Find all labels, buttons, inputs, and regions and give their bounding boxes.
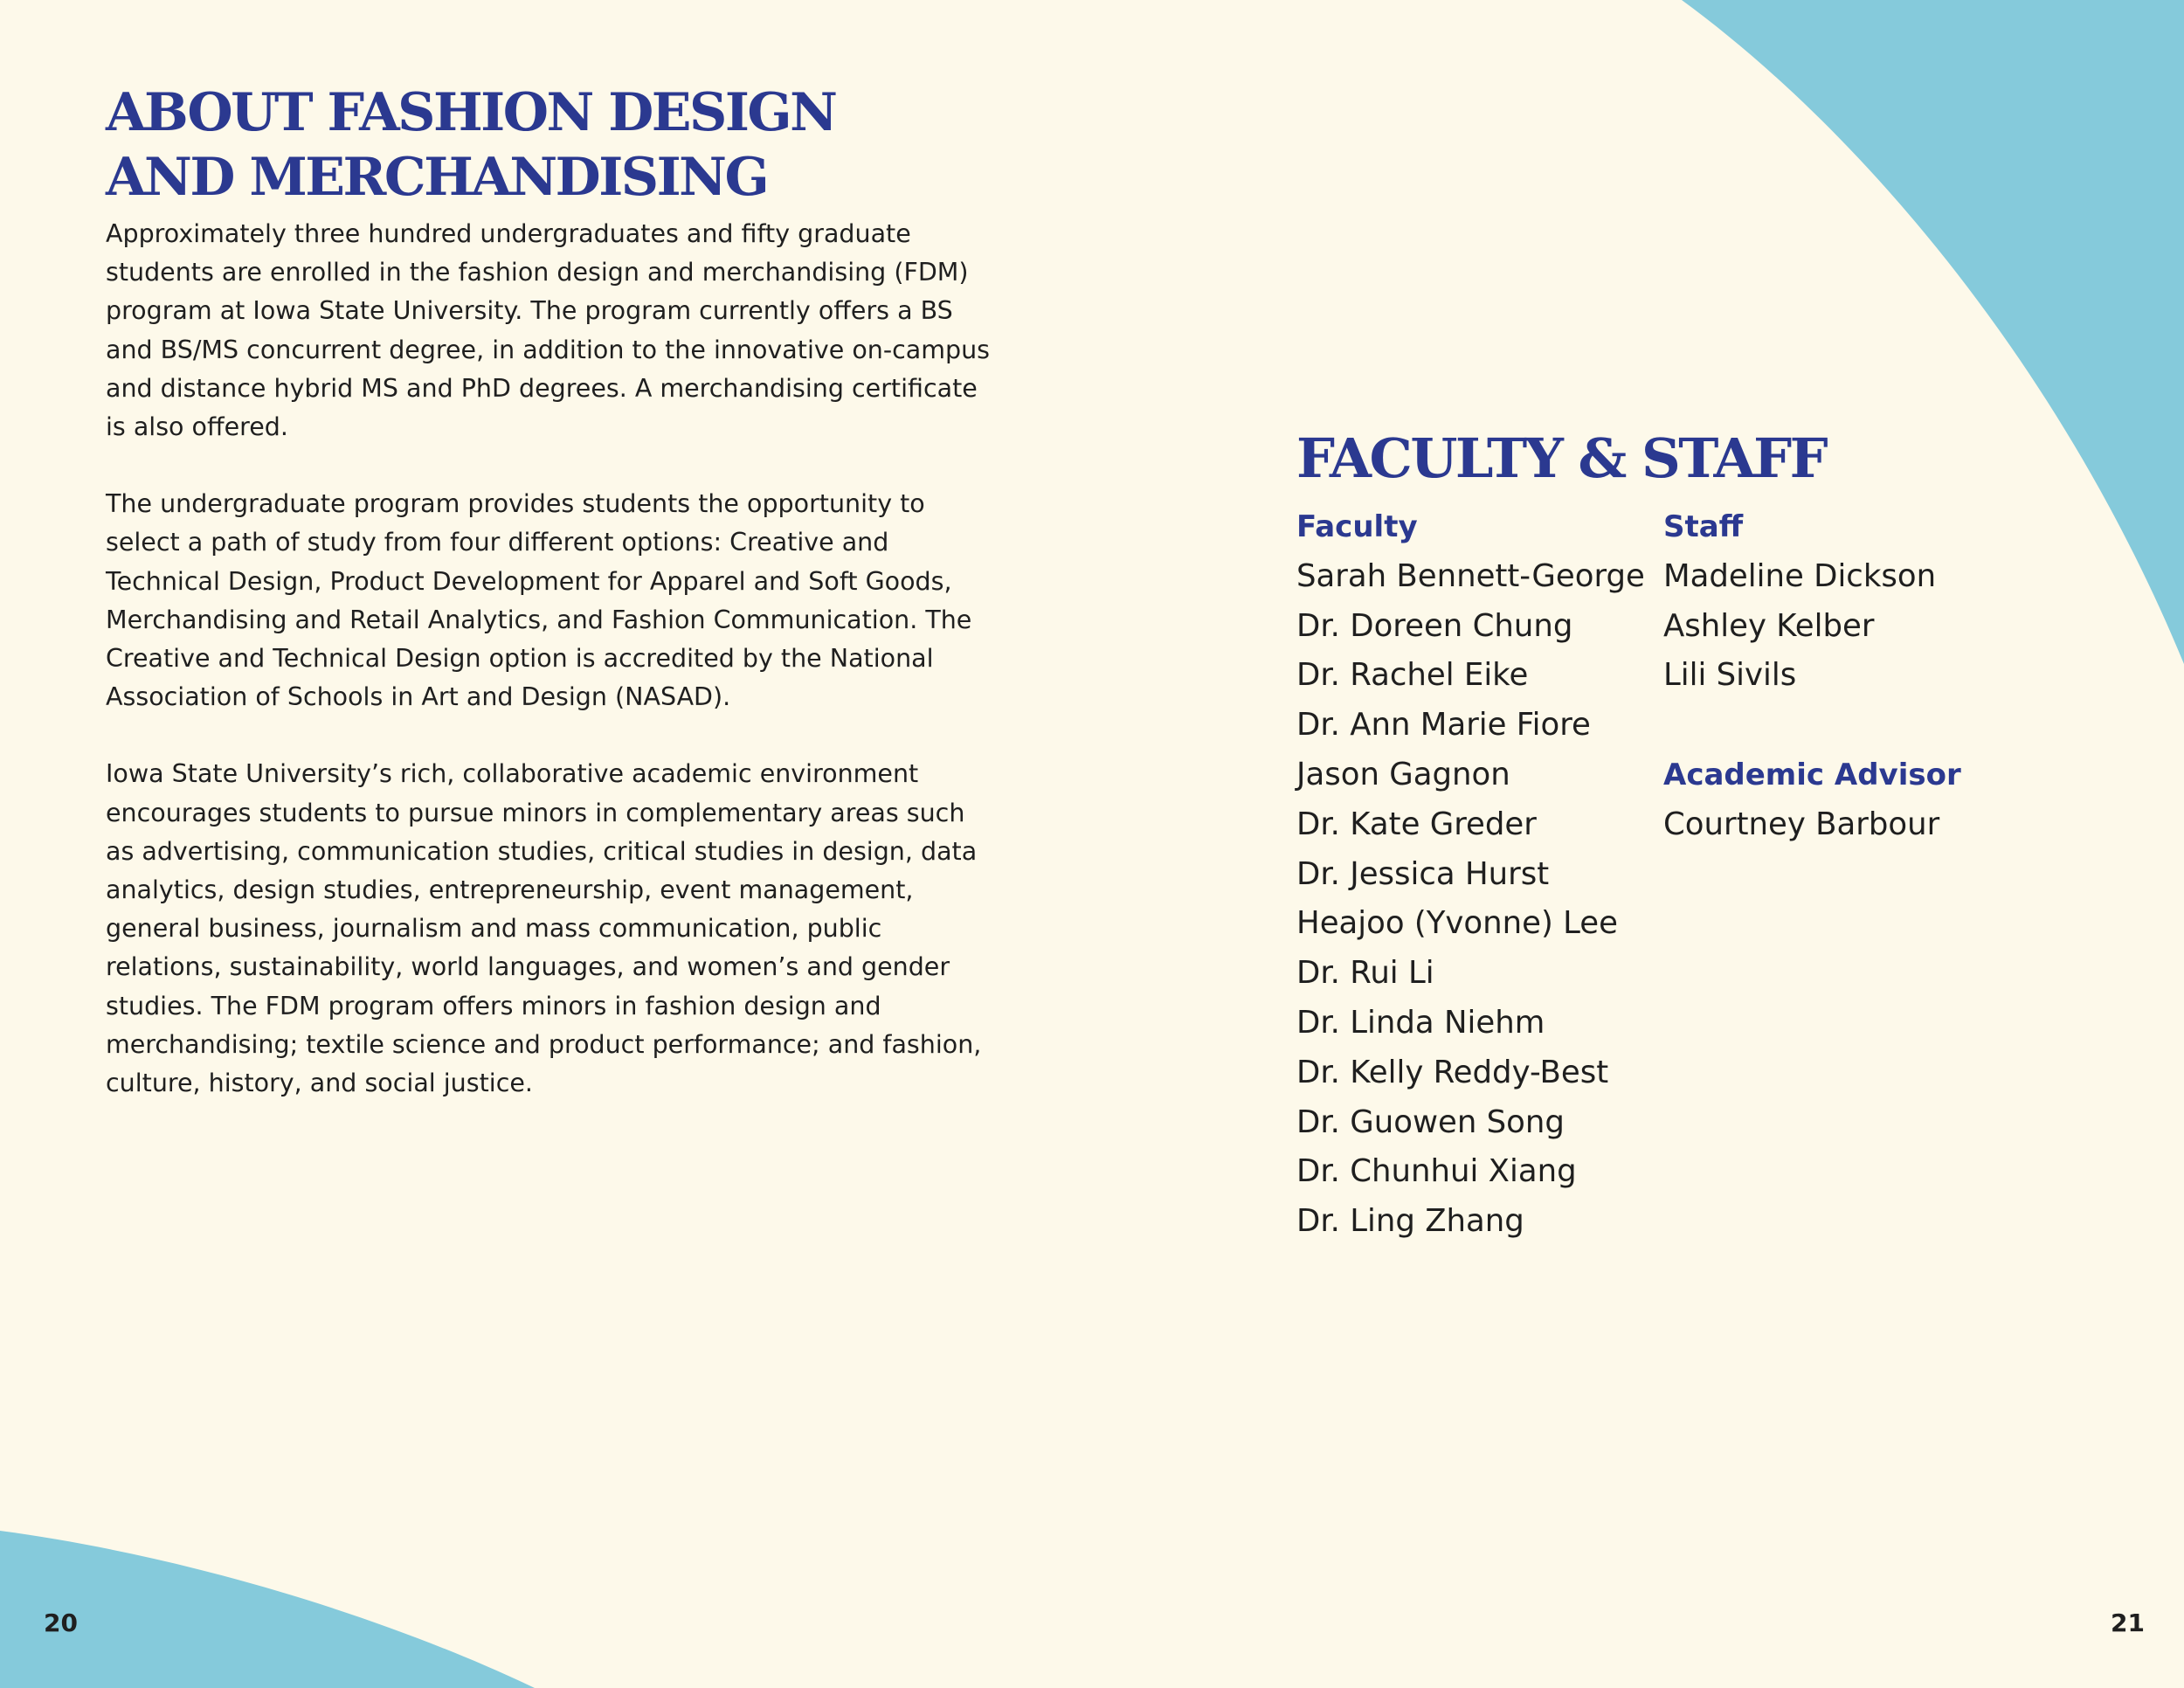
about-body	[106, 215, 997, 1103]
bottom-left-blue-arc	[0, 1531, 535, 1688]
page-number-left: 20	[44, 1608, 78, 1637]
about-paragraph-2: The undergraduate program provides students the opportunity to select a path of study from four different options: Creative and Technical Design, Product Development for Apparel and Soft Goods, Merchandising and Retail Analytics, and Fashion Communication. The Creative and Technical Design option is accredited by the National Association of Schools in Art and Design (NASAD).	[106, 489, 972, 712]
page-number-right: 21	[2111, 1608, 2145, 1637]
faculty-member: Jason Gagnon	[1296, 756, 1510, 792]
faculty-member: Dr. Ann Marie Fiore	[1296, 707, 1591, 744]
faculty-member: Dr. Guowen Song	[1296, 1103, 1565, 1140]
about-title-line1: ABOUT FASHION DESIGN	[106, 82, 836, 143]
faculty-member: Dr. Kate Greder	[1296, 806, 1537, 842]
faculty-member: Dr. Chunhui Xiang	[1296, 1153, 1577, 1190]
faculty-member: Dr. Rachel Eike	[1296, 657, 1529, 694]
staff-member: Madeline Dickson	[1663, 557, 1937, 594]
staff-label: Staff	[1663, 509, 1744, 544]
faculty-member: Dr. Doreen Chung	[1296, 607, 1573, 644]
faculty-member: Heajoo (Yvonne) Lee	[1296, 905, 1618, 942]
faculty-member: Dr. Kelly Reddy-Best	[1296, 1054, 1609, 1090]
faculty-label: Faculty	[1296, 509, 1418, 544]
staff-member: Ashley Kelber	[1663, 607, 1875, 644]
faculty-member: Sarah Bennett-George	[1296, 557, 1645, 594]
about-title	[106, 80, 997, 210]
staff-column	[1663, 502, 2048, 850]
faculty-member: Dr. Ling Zhang	[1296, 1203, 1524, 1240]
faculty-member: Dr. Rui Li	[1296, 955, 1434, 992]
academic-advisor: Courtney Barbour	[1663, 806, 1940, 842]
about-paragraph-3: Iowa State University’s rich, collaborative academic environment encourages students to pursue minors in complementary areas such as advertising, communication studies, critical studies in design, data analytics, design studies, entrepreneurship, event management, general business, journalism and mass communication, public relations, sustainability, world languages, and women’s and gender studies. The FDM program offers minors in fashion design and merchandising; textile science and product performance; and fashion, culture, history, and social justice.	[106, 759, 982, 1098]
faculty-member: Dr. Linda Niehm	[1296, 1004, 1545, 1041]
academic-advisor-label: Academic Advisor	[1663, 757, 1961, 792]
faculty-staff-section	[1296, 426, 2083, 1240]
column-spacer	[1663, 701, 2048, 751]
faculty-column	[1296, 502, 1646, 1247]
about-section	[106, 80, 997, 1103]
faculty-member: Dr. Jessica Hurst	[1296, 855, 1550, 892]
faculty-staff-heading: FACULTY & STAFF	[1296, 426, 1827, 490]
about-title-line2: AND MERCHANDISING	[106, 147, 768, 208]
staff-member: Lili Sivils	[1663, 657, 1797, 694]
about-paragraph-1: Approximately three hundred undergraduates and fifty graduate students are enrolled in the fashion design and merchandising (FDM) program at Iowa State University. The program currently offers a BS and BS/MS concurrent degree, in addition to the innovative on-campus and distance hybrid MS and PhD degrees. A merchandising certificate is also offered.	[106, 219, 991, 442]
